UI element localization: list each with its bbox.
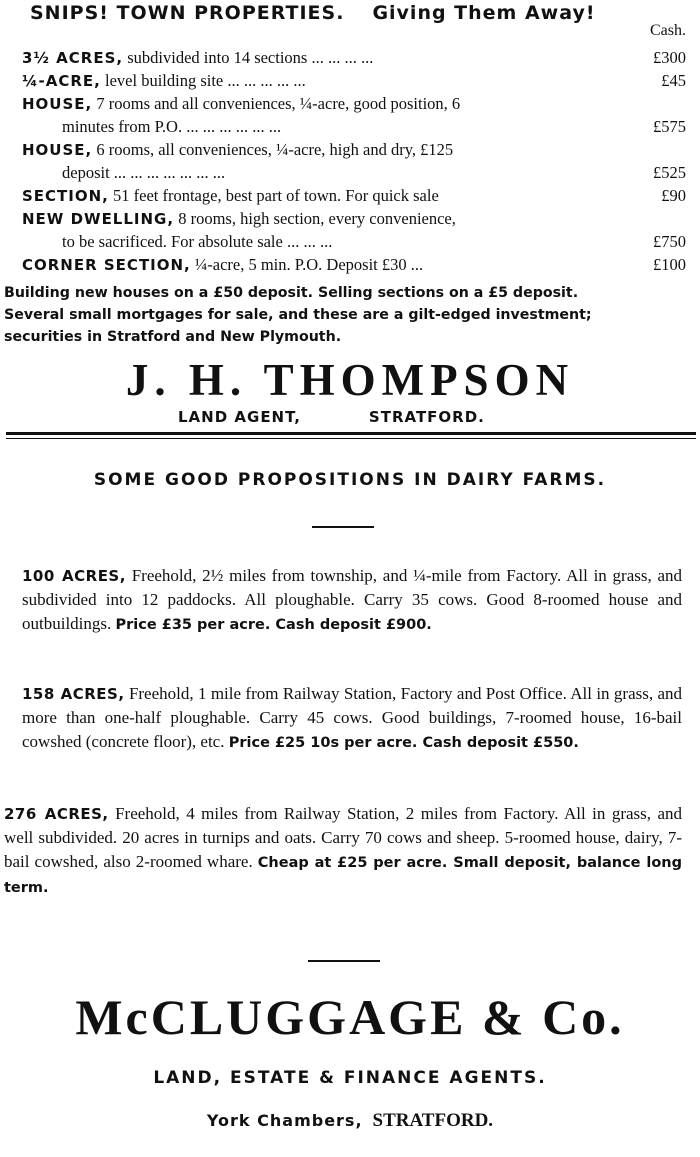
listing-price: £300 bbox=[647, 46, 686, 69]
listing-price: £750 bbox=[647, 230, 686, 253]
farm-price: Cheap at £25 per acre. Small deposit, balance long term. bbox=[4, 855, 682, 896]
listing-row bbox=[22, 161, 686, 184]
listing-price: £575 bbox=[647, 115, 686, 138]
listing-row bbox=[22, 253, 686, 276]
bold-line-3: securities in Stratford and New Plymouth. bbox=[4, 329, 342, 345]
farm-description: Freehold, 2½ miles from township, and ¼-mile from Factory. All in grass, and subdivided into 12 paddocks. All ploughable. Carry 35 cows. Good 8-roomed house and outbuildings. bbox=[22, 566, 683, 633]
short-divider-2 bbox=[308, 960, 380, 962]
address-town: STRATFORD. bbox=[372, 1110, 494, 1131]
listing-text: 51 feet frontage, best part of town. For quick sale bbox=[113, 186, 439, 205]
listing-price: £90 bbox=[655, 184, 686, 207]
farm-listing-276 bbox=[4, 802, 682, 900]
listing-row bbox=[22, 46, 686, 69]
dairy-farms-heading: SOME GOOD PROPOSITIONS IN DAIRY FARMS. bbox=[93, 470, 607, 490]
listing-row bbox=[22, 230, 686, 253]
agent-title: LAND AGENT, bbox=[178, 408, 301, 426]
divider-thick bbox=[6, 432, 696, 435]
divider-thin bbox=[6, 438, 696, 439]
listing-label: 3½ ACRES, bbox=[22, 49, 124, 67]
listing-label: CORNER SECTION, bbox=[22, 256, 191, 274]
farm-acres: 158 ACRES, bbox=[22, 685, 125, 703]
listing-row bbox=[22, 69, 686, 92]
listing-price: £45 bbox=[655, 69, 686, 92]
listing-label: HOUSE, bbox=[22, 95, 93, 113]
listing-text: 7 rooms and all conveniences, ¼-acre, good position, 6 bbox=[96, 94, 461, 113]
bold-line-1: Building new houses on a £50 deposit. Selling sections on a £5 deposit. bbox=[4, 285, 579, 301]
address-building: York Chambers, bbox=[206, 1111, 363, 1130]
farm-listing-158 bbox=[22, 682, 682, 755]
agent-town: STRATFORD. bbox=[368, 408, 485, 426]
listing-price: £100 bbox=[647, 253, 686, 276]
listing-row bbox=[22, 92, 686, 115]
cash-column-label: Cash. bbox=[650, 22, 686, 39]
headline-giving-away: Giving Them Away! bbox=[372, 2, 596, 24]
listing-label: NEW DWELLING, bbox=[22, 210, 175, 228]
listing-text: subdivided into 14 sections ... ... ... ... bbox=[127, 48, 374, 67]
listing-row bbox=[22, 207, 686, 230]
listing-label: HOUSE, bbox=[22, 141, 93, 159]
listing-text: to be sacrificed. For absolute sale ... ... ... bbox=[62, 232, 333, 251]
agent-name: J. H. THOMPSON bbox=[125, 355, 575, 405]
listing-text: level building site ... ... ... ... ... bbox=[105, 71, 306, 90]
short-divider bbox=[312, 526, 374, 528]
farm-price: Price £35 per acre. Cash deposit £900. bbox=[115, 617, 432, 633]
listing-text: 6 rooms, all conveniences, ¼-acre, high and dry, £125 bbox=[96, 140, 454, 159]
firm-description: LAND, ESTATE & FINANCE AGENTS. bbox=[153, 1068, 547, 1088]
headline-town-properties: SNIPS! TOWN PROPERTIES. bbox=[30, 2, 345, 24]
listing-price: £525 bbox=[647, 161, 686, 184]
firm-address bbox=[0, 1110, 700, 1132]
listing-text: 8 rooms, high section, every convenience, bbox=[178, 209, 456, 228]
bold-line-2: Several small mortgages for sale, and these are a gilt-edged investment; bbox=[4, 307, 592, 323]
farm-acres: 100 ACRES, bbox=[22, 567, 126, 585]
farm-acres: 276 ACRES, bbox=[4, 805, 109, 823]
farm-listing-100 bbox=[22, 564, 682, 637]
farm-description: Freehold, 4 miles from Railway Station, 2 miles from Factory. All in grass, and well subdivided. 20 acres in turnips and oats. Carry 70 cows and sheep. 5-roomed house, dairy, 7-bail cowshed, also 2-roomed whare. bbox=[4, 804, 683, 871]
listing-label: ¼-ACRE, bbox=[22, 72, 101, 90]
farm-description: Freehold, 1 mile from Railway Station, Factory and Post Office. All in grass, and more than one-half ploughable. Carry 45 cows. Good buildings, 7-roomed house, 16-bail cowshed (concrete floor), etc. bbox=[22, 684, 683, 751]
property-listing bbox=[22, 46, 686, 276]
farm-price: Price £25 10s per acre. Cash deposit £550. bbox=[228, 735, 579, 751]
listing-row bbox=[22, 138, 686, 161]
ad-headline bbox=[30, 2, 690, 24]
listing-row bbox=[22, 115, 686, 138]
listing-text: ¼-acre, 5 min. P.O. Deposit £30 ... bbox=[194, 255, 424, 274]
firm-name: McCLUGGAGE & Co. bbox=[75, 989, 625, 1045]
listing-text: minutes from P.O. ... ... ... ... ... ... bbox=[62, 117, 282, 136]
listing-label: SECTION, bbox=[22, 187, 109, 205]
listing-row bbox=[22, 184, 686, 207]
listing-text: deposit ... ... ... ... ... ... ... bbox=[62, 163, 226, 182]
agent-line bbox=[178, 408, 485, 426]
